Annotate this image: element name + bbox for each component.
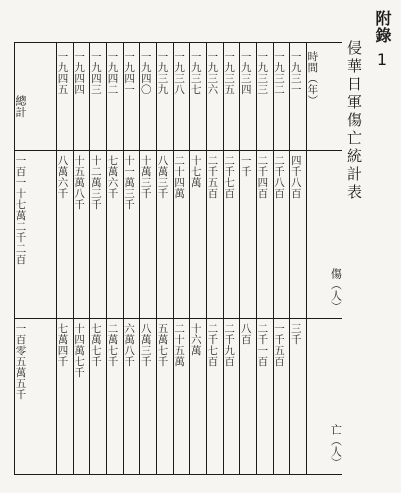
dead-12: 七萬七千 <box>89 323 102 367</box>
year-8-cell <box>156 43 173 151</box>
year-0-cell <box>290 43 307 151</box>
wounded-8: 八萬三千 <box>156 155 169 199</box>
wounded-9-cell <box>140 151 157 319</box>
dead-2-cell <box>256 319 273 475</box>
wounded-0: 四千八百 <box>289 155 302 199</box>
dead-10: 六萬八千 <box>123 323 136 367</box>
dead-11: 二萬七千 <box>106 323 119 367</box>
dead-7-cell <box>173 319 190 475</box>
year-1-cell <box>273 43 290 151</box>
dead-14: 七萬四千 <box>56 323 69 367</box>
wounded-8-cell <box>156 151 173 319</box>
year-14-cell <box>57 43 74 151</box>
year-6: 一九三七 <box>189 51 202 95</box>
year-8: 一九三九 <box>156 51 169 95</box>
wounded-14: 八萬六千 <box>56 155 69 199</box>
total-wounded: 一百一十七萬二千二百 <box>14 155 27 265</box>
dead-9-cell <box>140 319 157 475</box>
year-14: 一九四五 <box>56 51 69 95</box>
year-row <box>15 43 343 151</box>
year-header: 時間（年） <box>306 51 319 106</box>
year-9: 一九四〇 <box>139 51 152 95</box>
dead-header: 亡（人） <box>329 424 343 468</box>
wounded-7: 二十四萬 <box>173 155 186 199</box>
dead-6: 十六萬 <box>189 323 202 356</box>
dead-12-cell <box>90 319 107 475</box>
dead-8: 五萬七千 <box>156 323 169 367</box>
wounded-10-cell <box>123 151 140 319</box>
wounded-3-cell <box>240 151 257 319</box>
wounded-5: 二千五百 <box>206 155 219 199</box>
dead-13-cell <box>73 319 90 475</box>
year-13: 一九四四 <box>73 51 86 95</box>
year-7: 一九三八 <box>173 51 186 95</box>
year-3-cell <box>240 43 257 151</box>
wounded-12: 十二萬三千 <box>89 155 102 210</box>
dead-1-cell <box>273 319 290 475</box>
year-10: 一九四一 <box>123 51 136 95</box>
year-2: 一九三三 <box>256 51 269 95</box>
year-13-cell <box>73 43 90 151</box>
wounded-14-cell <box>57 151 74 319</box>
dead-5-cell <box>206 319 223 475</box>
dead-0: 三千 <box>289 323 302 345</box>
year-5: 一九三六 <box>206 51 219 95</box>
wounded-6: 十七萬 <box>189 155 202 188</box>
dead-header-cell <box>306 319 342 475</box>
total-dead-cell <box>15 319 57 475</box>
appendix-heading <box>370 10 394 69</box>
dead-9: 八萬三千 <box>139 323 152 367</box>
wounded-0-cell <box>290 151 307 319</box>
year-1: 一九三二 <box>273 51 286 95</box>
wounded-12-cell <box>90 151 107 319</box>
wounded-row <box>15 151 343 319</box>
dead-5: 二千七百 <box>206 323 219 367</box>
year-4: 一九三五 <box>223 51 236 95</box>
dead-row <box>15 319 343 475</box>
year-9-cell <box>140 43 157 151</box>
wounded-header: 傷（人） <box>329 268 343 312</box>
wounded-7-cell <box>173 151 190 319</box>
wounded-6-cell <box>190 151 207 319</box>
year-12-cell <box>90 43 107 151</box>
year-7-cell <box>173 43 190 151</box>
year-0: 一九三一 <box>289 51 302 95</box>
total-label: 總計 <box>14 95 27 118</box>
dead-6-cell <box>190 319 207 475</box>
year-11: 一九四二 <box>106 51 119 95</box>
year-4-cell <box>223 43 240 151</box>
wounded-5-cell <box>206 151 223 319</box>
wounded-3: 一千 <box>239 155 252 177</box>
dead-7: 二十五萬 <box>173 323 186 367</box>
wounded-header-cell <box>306 151 342 319</box>
year-6-cell <box>190 43 207 151</box>
dead-11-cell <box>106 319 123 475</box>
year-5-cell <box>206 43 223 151</box>
wounded-2-cell <box>256 151 273 319</box>
dead-13: 十四萬七千 <box>73 323 86 378</box>
dead-0-cell <box>290 319 307 475</box>
dead-3: 八百 <box>239 323 252 345</box>
year-3: 一九三四 <box>239 51 252 95</box>
wounded-11: 七萬六千 <box>106 155 119 199</box>
wounded-1-cell <box>273 151 290 319</box>
casualty-table <box>14 42 342 475</box>
dead-8-cell <box>156 319 173 475</box>
wounded-13-cell <box>73 151 90 319</box>
wounded-10: 十一萬三千 <box>123 155 136 210</box>
wounded-4: 二千七百 <box>223 155 236 199</box>
dead-10-cell <box>123 319 140 475</box>
dead-2: 二千一百 <box>256 323 269 367</box>
total-dead: 一百零五萬五千 <box>14 323 27 400</box>
year-2-cell <box>256 43 273 151</box>
dead-14-cell <box>57 319 74 475</box>
appendix-label: 附錄 <box>373 10 392 44</box>
wounded-13: 十五萬八千 <box>73 155 86 210</box>
year-12: 一九四三 <box>89 51 102 95</box>
year-11-cell <box>106 43 123 151</box>
appendix-number: 1 <box>376 50 388 69</box>
total-wounded-cell <box>15 151 57 319</box>
dead-4-cell <box>223 319 240 475</box>
dead-4: 二千九百 <box>223 323 236 367</box>
dead-1: 一千五百 <box>273 323 286 367</box>
dead-3-cell <box>240 319 257 475</box>
table-title: 侵華日軍傷亡統計表 <box>345 40 363 202</box>
year-header-cell <box>306 43 342 151</box>
wounded-4-cell <box>223 151 240 319</box>
year-10-cell <box>123 43 140 151</box>
wounded-11-cell <box>106 151 123 319</box>
total-label-cell <box>15 43 57 151</box>
wounded-2: 二千四百 <box>256 155 269 199</box>
wounded-9: 十萬三千 <box>139 155 152 199</box>
wounded-1: 二千八百 <box>273 155 286 199</box>
